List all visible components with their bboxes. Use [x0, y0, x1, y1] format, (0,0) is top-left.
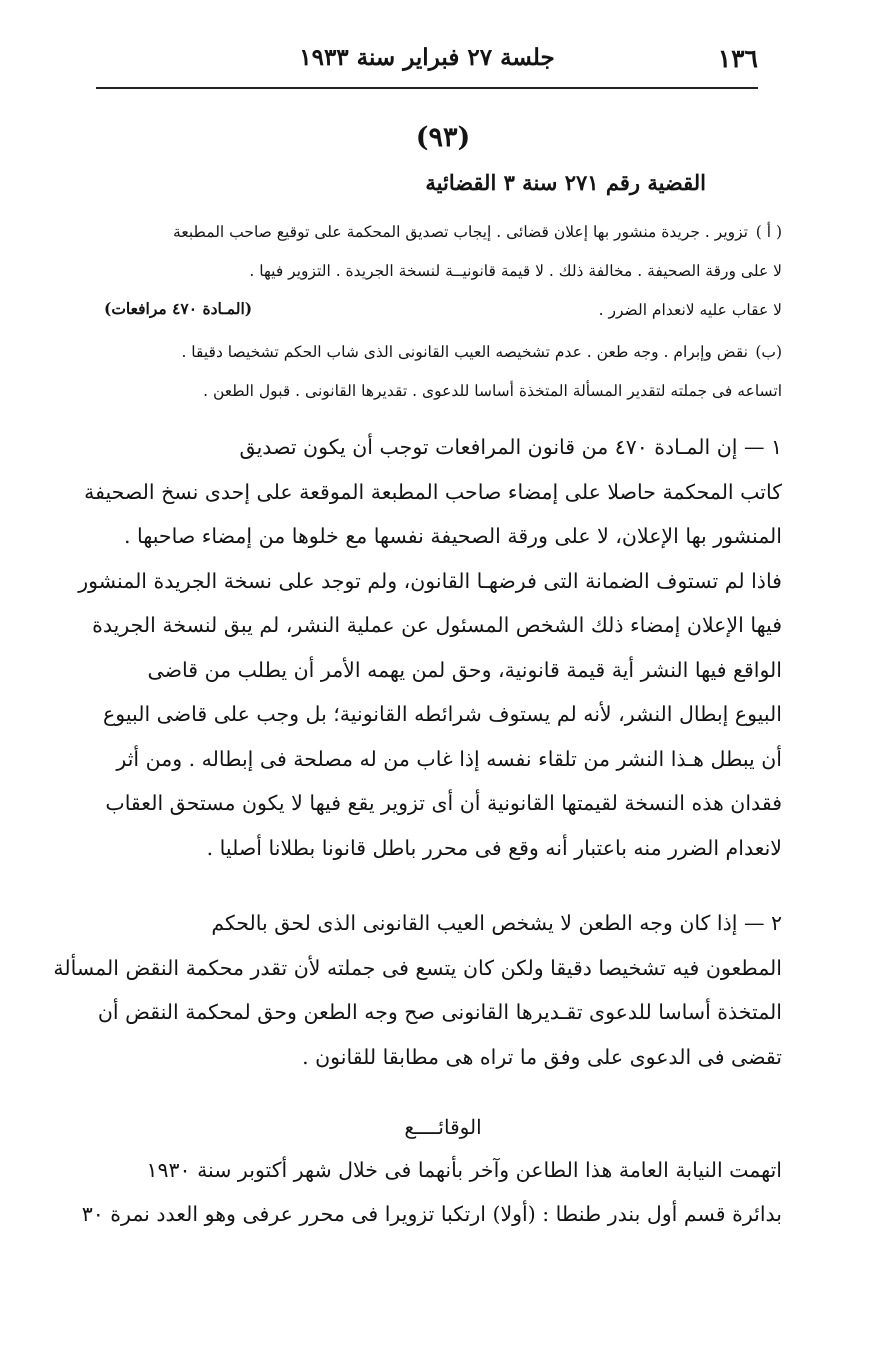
- summary-a-line-3: لا عقاب عليه لانعدام الضرر .: [598, 301, 782, 319]
- summary-b-letter: (ب): [755, 343, 782, 361]
- case-title: القضية رقم ٢٧١ سنة ٣ القضائية: [425, 170, 706, 195]
- principle-1-line: فيها الإعلان إمضاء ذلك الشخص المسئول عن عملية النشر، لم يبق لنسخة الجريدة: [92, 613, 782, 637]
- principle-2-line: المطعون فيه تشخيصا دقيقا ولكن كان يتسع فى جملته لأن تقدر محكمة النقض المسألة: [53, 955, 782, 980]
- principle-2-line: المتخذة أساسا للدعوى تقـديرها القانونى صح وجه الطعن وحق لمحكمة النقض أن: [97, 1000, 782, 1024]
- summary-a-text-1: تزوير . جريدة منشور بها إعلان قضائى . إيجاب تصديق المحكمة على توقيع صاحب المطبعة: [173, 223, 748, 241]
- facts-line: اتهمت النيابة العامة هذا الطاعن وآخر بأنهما فى خلال شهر أكتوبر سنة ١٩٣٠: [146, 1158, 782, 1182]
- summary-a-line-2: لا على ورقة الصحيفة . مخالفة ذلك . لا قيمة قانونيــة لنسخة الجريدة . التزوير فيها .: [249, 262, 782, 280]
- page-header: [96, 38, 758, 88]
- principle-1-line: ١ — إن المـادة ٤٧٠ من قانون المرافعات توجب أن يكون تصديق: [239, 435, 782, 459]
- article-reference: (المـادة ٤٧٠ مرافعات): [104, 299, 253, 318]
- principle-2-line: تقضى فى الدعوى على وفق ما تراه هى مطابقا للقانون .: [302, 1044, 782, 1069]
- case-number: (٩٣): [415, 122, 471, 153]
- principle-2: [53, 901, 782, 1079]
- principle-1-line: المنشور بها الإعلان، لا على ورقة الصحيفة نفسها مع خلوها من إمضاء صاحبها .: [124, 524, 782, 548]
- running-head: جلسة ٢٧ فبراير سنة ١٩٣٣: [299, 44, 555, 71]
- principle-2-line: ٢ — إذا كان وجه الطعن لا يشخص العيب القانونى الذى لحق بالحكم: [211, 911, 782, 935]
- summary-b-text-1: نقض وإبرام . وجه طعن . عدم تشخيصه العيب القانونى الذى شاب الحكم تشخيصا دقيقا .: [181, 343, 748, 361]
- principle-1-line: أن يبطل هـذا النشر من تلقاء نفسه إذا غاب من له مصلحة فى إبطاله . ومن أثر: [116, 746, 782, 771]
- principle-1-line: البيوع إبطال النشر، لأنه لم يستوف شرائطه القانونية؛ بل وجب على قاضى البيوع: [103, 702, 782, 726]
- principle-1-line: فقدان هذه النسخة لقيمتها القانونية أن أى تزوير يقع فيها لا يكون مستحق العقاب: [105, 791, 782, 815]
- header-rule: [96, 87, 758, 89]
- principle-1-line: الواقع فيها النشر أية قيمة قانونية، وحق لمن يهمه الأمر أن يطلب من قاضى: [147, 657, 782, 682]
- facts-heading: الوقائــــع: [404, 1115, 482, 1139]
- summary-a-letter: ( أ ): [755, 223, 782, 241]
- page-number: ١٣٦: [717, 44, 758, 73]
- summary-a-line-1: [104, 223, 782, 241]
- facts-paragraph: [81, 1148, 782, 1236]
- summary-b-line-2: اتساعه فى جملته لتقدير المسألة المتخذة أساسا للدعوى . تقديرها القانونى . قبول الطعن .: [203, 382, 782, 400]
- principle-1: [78, 425, 782, 870]
- principle-1-line: لانعدام الضرر منه باعتبار أنه وقع فى محرر باطل قانونا بطلانا أصليا .: [206, 835, 782, 860]
- principle-1-line: فاذا لم تستوف الضمانة التى فرضهـا القانون، ولم توجد على نسخة الجريدة المنشور: [78, 568, 782, 593]
- facts-line: بدائرة قسم أول بندر طنطا : (أولا) ارتكبا تزويرا فى محرر عرفى وهو العدد نمرة ٣٠: [81, 1202, 782, 1226]
- principle-1-line: كاتب المحكمة حاصلا على إمضاء صاحب المطبعة الموقعة على إحدى نسخ الصحيفة: [84, 479, 782, 504]
- summary-b-line-1: [104, 343, 782, 361]
